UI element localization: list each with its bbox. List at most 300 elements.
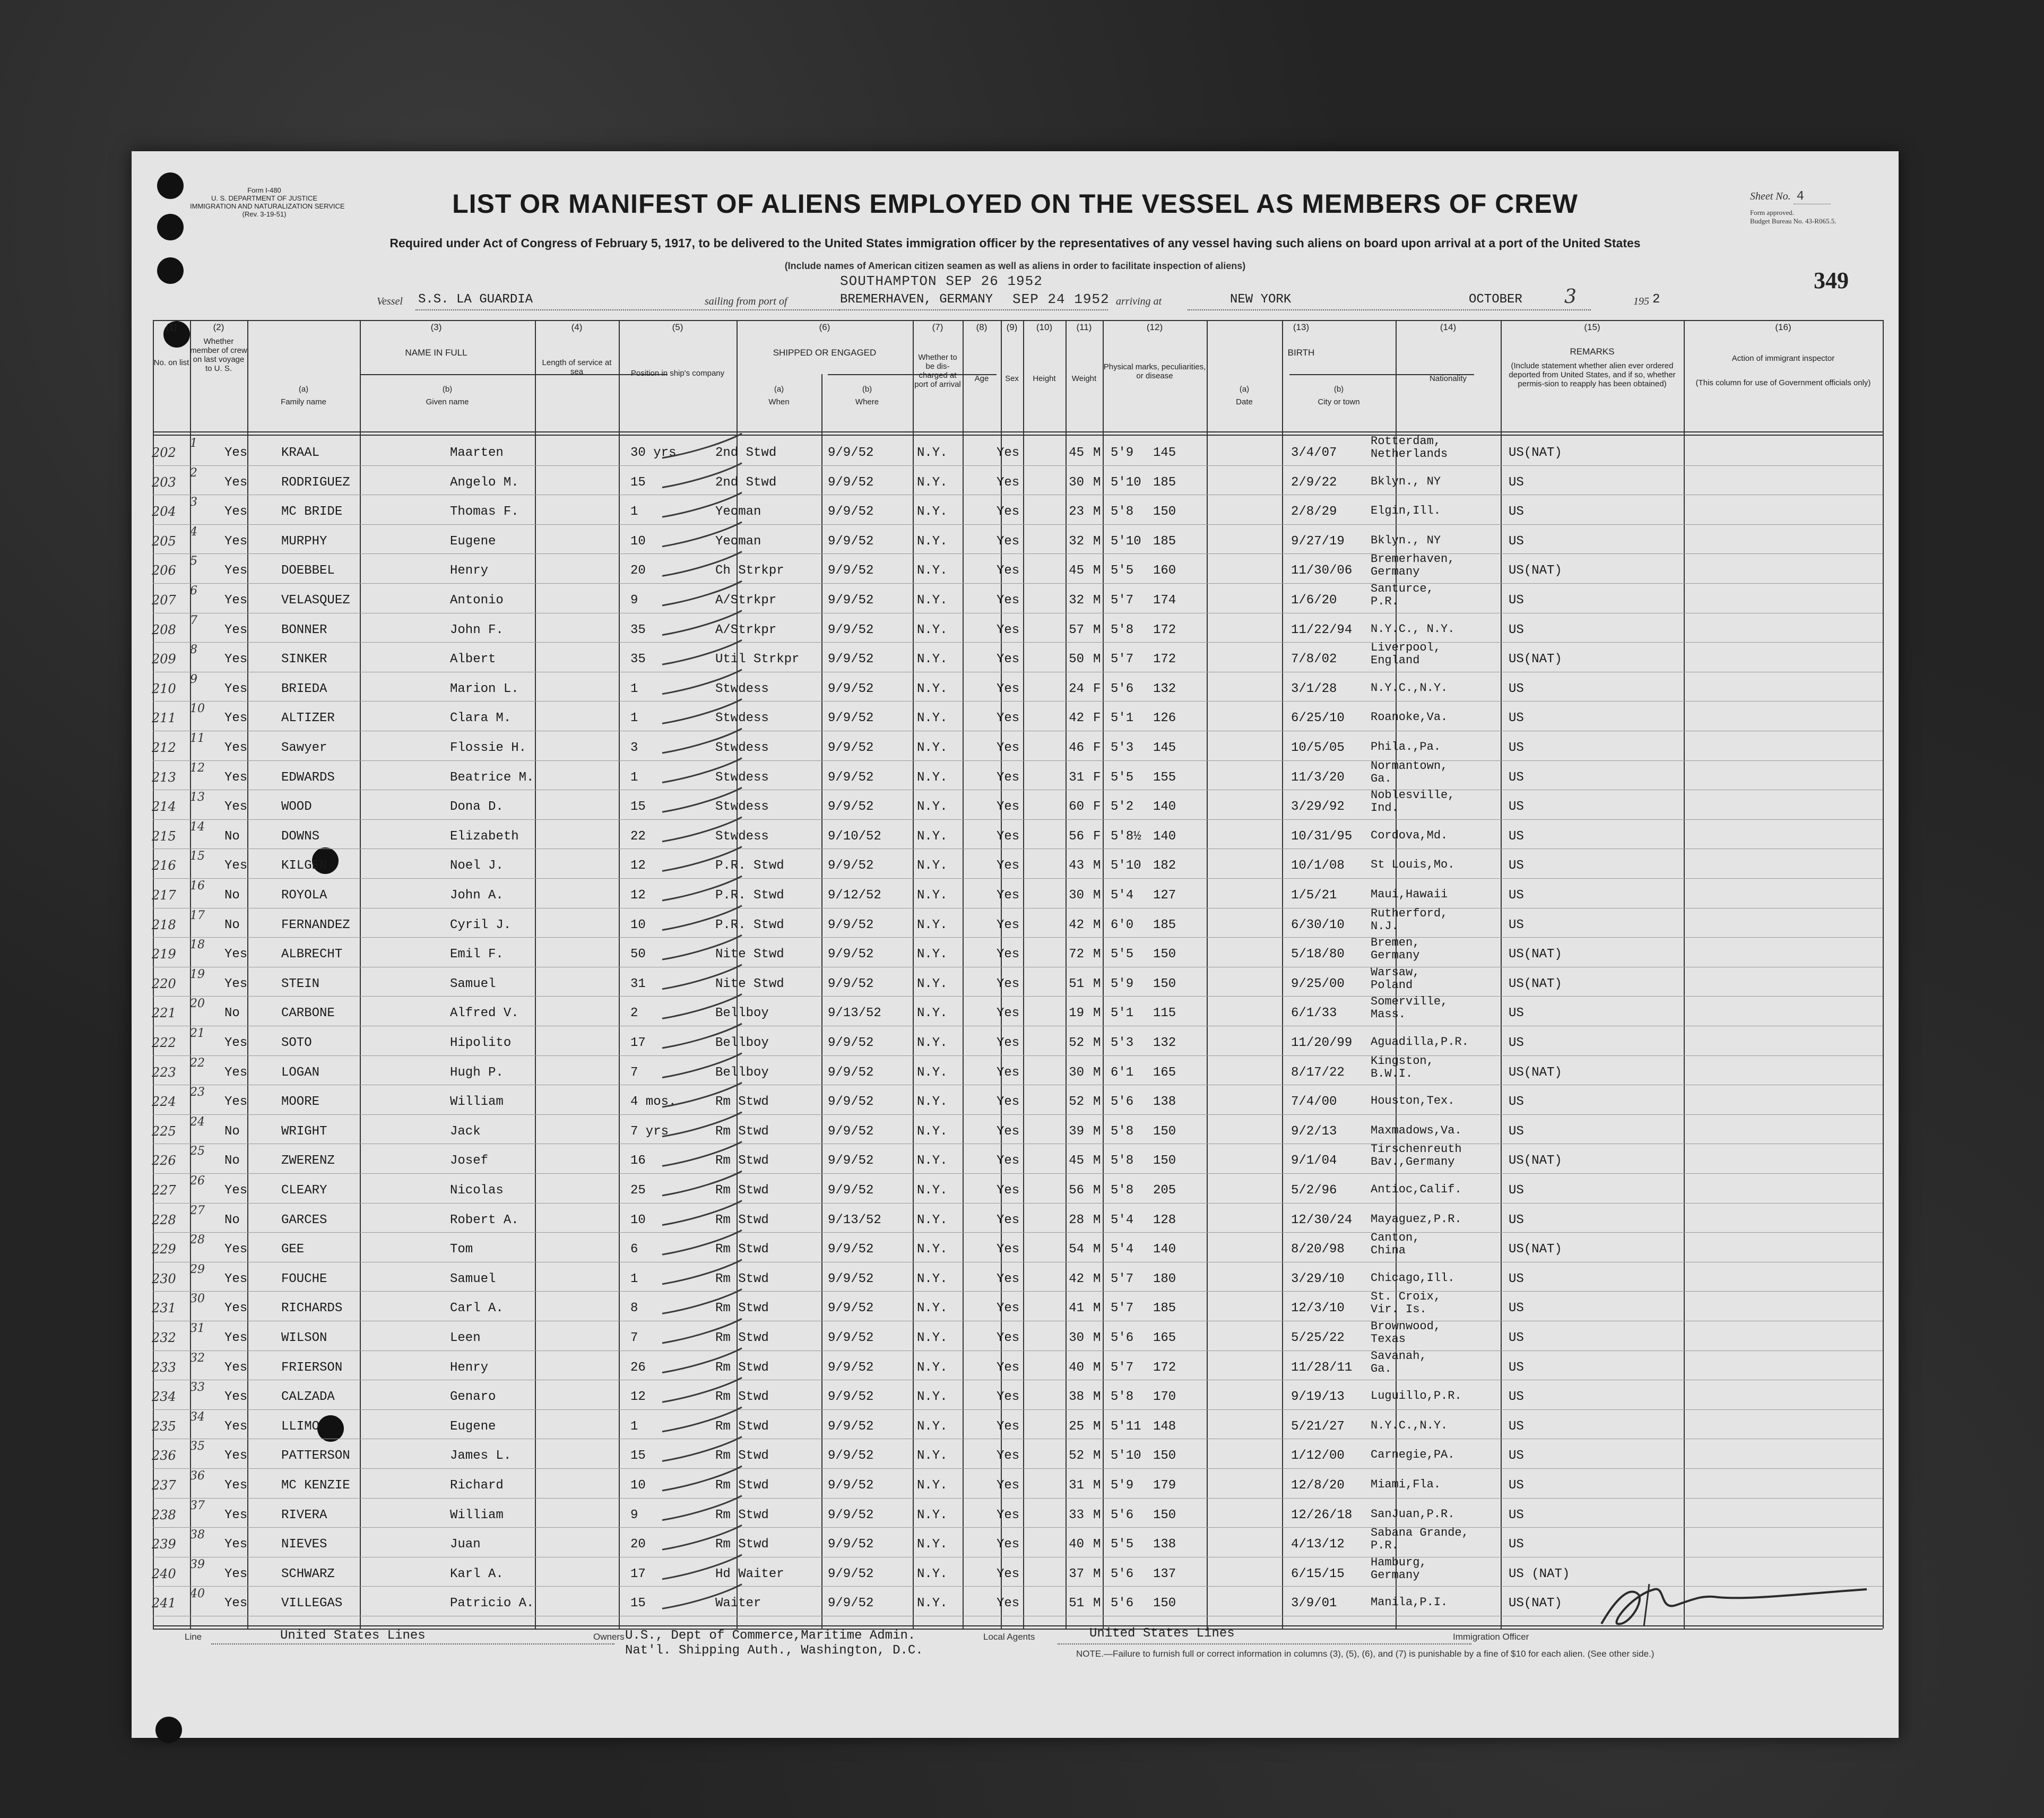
- birth-date: 5/18/80: [1291, 947, 1345, 962]
- vessel-label: Vessel: [377, 296, 403, 307]
- given-name: Emil F.: [450, 947, 504, 962]
- engaged-when: 9/9/52: [828, 741, 874, 755]
- age: 28: [1069, 1213, 1084, 1227]
- discharge-flag: Yes: [997, 505, 1020, 520]
- list-number: 23: [190, 1086, 205, 1100]
- row-rule: [153, 1203, 1883, 1204]
- ship-position: Rm Stwd: [715, 1419, 769, 1434]
- form-department: U. S. DEPARTMENT OF JUSTICE: [211, 194, 318, 202]
- sequence-number: 218: [152, 917, 176, 932]
- row-rule: [153, 465, 1883, 466]
- discharge-flag: Yes: [997, 1036, 1020, 1050]
- column-number: (11): [1076, 322, 1092, 332]
- weight: 160: [1153, 564, 1176, 578]
- birth-city-line1: Savanah,: [1371, 1349, 1427, 1363]
- age: 45: [1069, 564, 1084, 578]
- nationality: US: [1509, 888, 1524, 903]
- sequence-number: 225: [152, 1123, 176, 1139]
- discharge-flag: Yes: [997, 1537, 1020, 1552]
- birth-date: 10/5/05: [1291, 741, 1345, 755]
- age: 56: [1069, 1183, 1084, 1198]
- discharge-flag: Yes: [997, 1331, 1020, 1345]
- arrival-year-prefix: 195: [1633, 296, 1649, 307]
- weight: 165: [1153, 1331, 1176, 1345]
- engaged-when: 9/9/52: [828, 1301, 874, 1316]
- weight: 137: [1153, 1566, 1176, 1581]
- given-name: Jack: [450, 1124, 481, 1139]
- list-number: 10: [190, 702, 205, 716]
- engaged-when: 9/9/52: [828, 1360, 874, 1375]
- vessel-underline: [415, 309, 840, 310]
- age: 37: [1069, 1566, 1084, 1581]
- header-no-on-list: No. on list: [153, 358, 189, 367]
- crew-member-flag: Yes: [224, 534, 248, 549]
- discharge-flag: Yes: [997, 1242, 1020, 1257]
- officer-label: Immigration Officer: [1453, 1632, 1529, 1642]
- weight: 179: [1153, 1478, 1176, 1493]
- sequence-number: 231: [152, 1301, 176, 1316]
- crew-member-flag: Yes: [224, 1331, 248, 1345]
- engaged-when: 9/9/52: [828, 1596, 874, 1611]
- engaged-where: N.Y.: [917, 1301, 948, 1316]
- list-number: 17: [190, 908, 205, 922]
- weight: 205: [1153, 1183, 1176, 1198]
- height: 6'1: [1111, 1065, 1134, 1080]
- ship-position: Waiter: [715, 1596, 761, 1611]
- list-number: 37: [190, 1499, 205, 1512]
- age: 40: [1069, 1360, 1084, 1375]
- header-birth: BIRTH: [1287, 348, 1315, 358]
- discharge-flag: Yes: [997, 917, 1020, 932]
- row-rule: [153, 760, 1883, 761]
- birth-date: 10/31/95: [1291, 829, 1353, 844]
- birth-city-line2: Germany: [1371, 949, 1420, 963]
- weight: 148: [1153, 1419, 1176, 1434]
- column-number: (15): [1584, 322, 1600, 332]
- family-name: NIEVES: [281, 1537, 327, 1552]
- birth-city-line1: Kingston,: [1371, 1054, 1434, 1068]
- engaged-where: N.Y.: [917, 1478, 948, 1493]
- sex: M: [1093, 888, 1101, 903]
- sequence-number: 212: [152, 740, 176, 755]
- birth-city-line2: Germany: [1371, 1568, 1420, 1582]
- page-subnote: (Include names of American citizen seamen as well as aliens in order to facilitate inspection of aliens): [784, 261, 1246, 271]
- birth-date: 1/6/20: [1291, 593, 1337, 608]
- weight: 150: [1153, 1449, 1176, 1464]
- service-length: 10: [630, 1478, 646, 1493]
- table-head-rule-2: [153, 435, 1883, 436]
- header-where: Where: [855, 397, 879, 406]
- weight: 185: [1153, 475, 1176, 490]
- birth-date: 10/1/08: [1291, 859, 1345, 873]
- age: 33: [1069, 1508, 1084, 1522]
- sequence-number: 222: [152, 1035, 176, 1050]
- discharge-flag: Yes: [997, 829, 1020, 844]
- sequence-number: 208: [152, 622, 176, 637]
- height: 5'8: [1111, 1154, 1134, 1168]
- birth-city-line1: Warsaw,: [1371, 965, 1420, 979]
- engaged-when: 9/9/52: [828, 1508, 874, 1522]
- list-number: 5: [190, 555, 197, 568]
- birth-date: 12/26/18: [1291, 1508, 1353, 1522]
- ship-position: Rm Stwd: [715, 1242, 769, 1257]
- family-name: Sawyer: [281, 741, 327, 755]
- birth-city-line2: Ind.: [1371, 801, 1399, 815]
- crew-member-flag: Yes: [224, 1095, 248, 1110]
- engaged-when: 9/9/52: [828, 1065, 874, 1080]
- sequence-number: 203: [152, 474, 176, 490]
- birth-date: 1/12/00: [1291, 1449, 1345, 1464]
- family-name: GARCES: [281, 1213, 327, 1227]
- crew-member-flag: No: [224, 1006, 240, 1021]
- age: 51: [1069, 1596, 1084, 1611]
- birth-city-line2: Ga.: [1371, 772, 1392, 785]
- service-length: 4 mos.: [630, 1095, 677, 1110]
- birth-city-line2: Germany: [1371, 565, 1420, 579]
- crew-member-flag: Yes: [224, 564, 248, 578]
- nationality: US(NAT): [1509, 1596, 1562, 1611]
- discharge-flag: Yes: [997, 1596, 1020, 1611]
- weight: 126: [1153, 711, 1176, 726]
- discharge-flag: Yes: [997, 770, 1020, 785]
- column-divider: [821, 374, 822, 1629]
- engaged-where: N.Y.: [917, 564, 948, 578]
- service-length: 10: [630, 534, 646, 549]
- birth-city: Cordova,Md.: [1371, 828, 1448, 842]
- sex: M: [1093, 593, 1101, 608]
- given-name: Richard: [450, 1478, 504, 1493]
- sex: M: [1093, 1508, 1101, 1522]
- engaged-where: N.Y.: [917, 1390, 948, 1405]
- nationality: US: [1509, 741, 1524, 755]
- nationality: US: [1509, 534, 1524, 549]
- birth-city-line1: Brownwood,: [1371, 1320, 1441, 1333]
- row-rule: [153, 1498, 1883, 1499]
- column-divider: [913, 320, 914, 1629]
- list-number: 32: [190, 1351, 205, 1365]
- birth-city: Manila,P.I.: [1371, 1596, 1448, 1609]
- given-name: William: [450, 1508, 504, 1522]
- service-length: 12: [630, 888, 646, 903]
- service-length: 17: [630, 1566, 646, 1581]
- weight: 150: [1153, 1508, 1176, 1522]
- sex: M: [1093, 1065, 1101, 1080]
- local-agents: United States Lines: [1089, 1626, 1235, 1641]
- weight: 185: [1153, 534, 1176, 549]
- crew-member-flag: Yes: [224, 1242, 248, 1257]
- family-name: KILGEN: [281, 859, 327, 873]
- column-number: (12): [1146, 322, 1163, 332]
- family-name: GEE: [281, 1242, 305, 1257]
- weight: 145: [1153, 741, 1176, 755]
- birth-date: 9/2/13: [1291, 1124, 1337, 1139]
- line-label: Line: [185, 1632, 202, 1642]
- birth-city: Maxmadows,Va.: [1371, 1123, 1462, 1137]
- engaged-where: N.Y.: [917, 1419, 948, 1434]
- sex: M: [1093, 1566, 1101, 1581]
- height: 5'1: [1111, 1006, 1134, 1021]
- column-divider: [1684, 320, 1685, 1629]
- discharge-flag: Yes: [997, 859, 1020, 873]
- family-name: FERNANDEZ: [281, 917, 350, 932]
- birth-city: Luguillo,P.R.: [1371, 1389, 1462, 1403]
- age: 52: [1069, 1449, 1084, 1464]
- penalty-note: NOTE.—Failure to furnish full or correct information in columns (3), (5), (6), and (7) is punishable by a fine of $10 for each alien. (See other side.): [1076, 1649, 1655, 1659]
- service-length: 7: [630, 1331, 638, 1345]
- column-divider: [1501, 320, 1502, 1629]
- given-name: Henry: [450, 1360, 489, 1375]
- family-name: SCHWARZ: [281, 1566, 335, 1581]
- birth-date: 5/2/96: [1291, 1183, 1337, 1198]
- list-number: 7: [190, 613, 197, 627]
- page-subtitle: Required under Act of Congress of February 5, 1917, to be delivered to the United States immigration officer by the representatives of any vessel having such aliens on board upon arrival at a port of the United States: [389, 236, 1641, 250]
- form-approved-text: Form approved.: [1750, 209, 1795, 217]
- family-name: RICHARDS: [281, 1301, 343, 1316]
- ship-position: A/Strkpr: [715, 622, 777, 637]
- header-name-in-full: NAME IN FULL: [405, 348, 467, 358]
- header-sex: Sex: [1005, 374, 1019, 383]
- weight: 138: [1153, 1095, 1176, 1110]
- list-number: 28: [190, 1233, 205, 1247]
- column-number: (14): [1440, 322, 1457, 332]
- ship-position: Rm Stwd: [715, 1095, 769, 1110]
- height: 5'5: [1111, 770, 1134, 785]
- sequence-number: 213: [152, 769, 176, 785]
- crew-member-flag: Yes: [224, 1390, 248, 1405]
- engaged-where: N.Y.: [917, 829, 948, 844]
- discharge-flag: Yes: [997, 681, 1020, 696]
- family-name: MURPHY: [281, 534, 327, 549]
- weight: 170: [1153, 1390, 1176, 1405]
- sex: M: [1093, 1271, 1101, 1286]
- weight: 128: [1153, 1213, 1176, 1227]
- service-length: 1: [630, 770, 638, 785]
- form-approval: [1750, 209, 1836, 226]
- service-length: 1: [630, 681, 638, 696]
- given-name: Noel J.: [450, 859, 504, 873]
- sequence-number: 220: [152, 976, 176, 991]
- birth-city-line1: Sabana Grande,: [1371, 1526, 1469, 1540]
- birth-city-line1: Santurce,: [1371, 582, 1434, 595]
- height: 5'8: [1111, 1183, 1134, 1198]
- nationality: US: [1509, 1183, 1524, 1198]
- given-name: Genaro: [450, 1390, 496, 1405]
- weight: 140: [1153, 1242, 1176, 1257]
- birth-date: 9/19/13: [1291, 1390, 1345, 1405]
- weight: 145: [1153, 446, 1176, 460]
- birth-date: 9/27/19: [1291, 534, 1345, 549]
- nationality: US: [1509, 1301, 1524, 1316]
- age: 72: [1069, 947, 1084, 962]
- birth-date: 1/5/21: [1291, 888, 1337, 903]
- nationality: US(NAT): [1509, 1065, 1562, 1080]
- service-length: 1: [630, 1271, 638, 1286]
- row-rule: [153, 642, 1883, 643]
- given-name: Samuel: [450, 976, 496, 991]
- birth-date: 6/30/10: [1291, 917, 1345, 932]
- list-number: 31: [190, 1322, 205, 1335]
- engaged-where: N.Y.: [917, 947, 948, 962]
- birth-city-line1: Somerville,: [1371, 995, 1448, 1009]
- sex: F: [1093, 681, 1101, 696]
- family-name: LLIMO: [281, 1419, 320, 1434]
- family-name: FOUCHE: [281, 1271, 327, 1286]
- age: 52: [1069, 1036, 1084, 1050]
- discharge-flag: Yes: [997, 1360, 1020, 1375]
- given-name: Clara M.: [450, 711, 512, 726]
- nationality: US: [1509, 1006, 1524, 1021]
- weight: 132: [1153, 681, 1176, 696]
- discharge-flag: Yes: [997, 1183, 1020, 1198]
- discharge-flag: Yes: [997, 741, 1020, 755]
- header-height: Height: [1033, 374, 1056, 383]
- weight: 185: [1153, 1301, 1176, 1316]
- weight: 172: [1153, 1360, 1176, 1375]
- column-number: (4): [571, 322, 583, 332]
- nationality: US(NAT): [1509, 652, 1562, 667]
- engaged-where: N.Y.: [917, 652, 948, 667]
- sequence-number: 241: [152, 1596, 176, 1611]
- given-name: John A.: [450, 888, 504, 903]
- birth-city-line2: Texas: [1371, 1332, 1406, 1346]
- crew-member-flag: Yes: [224, 1271, 248, 1286]
- engaged-when: 9/10/52: [828, 829, 881, 844]
- weight: 155: [1153, 770, 1176, 785]
- row-rule: [153, 583, 1883, 584]
- weight: 150: [1153, 505, 1176, 520]
- sex: M: [1093, 1478, 1101, 1493]
- height: 5'10: [1111, 1449, 1141, 1464]
- column-divider: [1207, 320, 1208, 1629]
- birth-city-line1: Liverpool,: [1371, 641, 1441, 655]
- crew-member-flag: Yes: [224, 1508, 248, 1522]
- weight: 127: [1153, 888, 1176, 903]
- form-service: IMMIGRATION AND NATURALIZATION SERVICE: [190, 202, 345, 210]
- service-length: 9: [630, 593, 638, 608]
- service-length: 3: [630, 741, 638, 755]
- list-number: 11: [190, 732, 205, 745]
- crew-member-flag: Yes: [224, 505, 248, 520]
- age: 56: [1069, 829, 1084, 844]
- list-number: 16: [190, 879, 205, 893]
- age: 46: [1069, 741, 1084, 755]
- sequence-number: 236: [152, 1448, 176, 1464]
- height: 5'6: [1111, 1331, 1134, 1345]
- birth-date: 9/25/00: [1291, 976, 1345, 991]
- list-number: 40: [190, 1587, 205, 1601]
- engaged-where: N.Y.: [917, 1154, 948, 1168]
- engaged-when: 9/9/52: [828, 1566, 874, 1581]
- discharge-flag: Yes: [997, 1449, 1020, 1464]
- height: 5'10: [1111, 534, 1141, 549]
- engaged-where: N.Y.: [917, 917, 948, 932]
- age: 24: [1069, 681, 1084, 696]
- ship-position: 2nd Stwd: [715, 446, 777, 460]
- engaged-when: 9/9/52: [828, 534, 874, 549]
- birth-city-line1: Bremerhaven,: [1371, 552, 1455, 566]
- ship-position: Rm Stwd: [715, 1360, 769, 1375]
- engaged-when: 9/9/52: [828, 622, 874, 637]
- nationality: US: [1509, 1271, 1524, 1286]
- sex: M: [1093, 1183, 1101, 1198]
- arriving-label: arriving at: [1116, 296, 1162, 307]
- family-name: PATTERSON: [281, 1449, 350, 1464]
- birth-city: Mayaguez,P.R.: [1371, 1212, 1462, 1226]
- given-name: Juan: [450, 1537, 481, 1552]
- birth-date: 12/30/24: [1291, 1213, 1353, 1227]
- engaged-where: N.Y.: [917, 1508, 948, 1522]
- engaged-when: 9/9/52: [828, 1537, 874, 1552]
- column-number: (9): [1006, 322, 1018, 332]
- engaged-where: N.Y.: [917, 1596, 948, 1611]
- height: 5'10: [1111, 859, 1141, 873]
- service-length: 8: [630, 1301, 638, 1316]
- given-name: Josef: [450, 1154, 489, 1168]
- crew-member-flag: Yes: [224, 1360, 248, 1375]
- sex: M: [1093, 1301, 1101, 1316]
- weight: 150: [1153, 976, 1176, 991]
- nationality: US(NAT): [1509, 564, 1562, 578]
- height: 5'6: [1111, 1095, 1134, 1110]
- crew-member-flag: Yes: [224, 1596, 248, 1611]
- sex: M: [1093, 1419, 1101, 1434]
- age: 40: [1069, 1537, 1084, 1552]
- height: 5'2: [1111, 800, 1134, 815]
- engaged-where: N.Y.: [917, 534, 948, 549]
- nationality: US(NAT): [1509, 976, 1562, 991]
- row-rule: [153, 937, 1883, 938]
- weight: 150: [1153, 1154, 1176, 1168]
- height: 5'7: [1111, 1301, 1134, 1316]
- family-name: STEIN: [281, 976, 320, 991]
- nationality: US: [1509, 1419, 1524, 1434]
- sex: M: [1093, 1124, 1101, 1139]
- sex: F: [1093, 829, 1101, 844]
- height: 5'6: [1111, 1508, 1134, 1522]
- engaged-when: 9/9/52: [828, 800, 874, 815]
- height: 5'3: [1111, 741, 1134, 755]
- ship-position: Stwdess: [715, 800, 769, 815]
- given-name: Tom: [450, 1242, 473, 1257]
- family-name: VELASQUEZ: [281, 593, 350, 608]
- discharge-flag: Yes: [997, 564, 1020, 578]
- height: 5'4: [1111, 888, 1134, 903]
- birth-city: Houston,Tex.: [1371, 1094, 1455, 1108]
- age: 43: [1069, 859, 1084, 873]
- age: 51: [1069, 976, 1084, 991]
- family-name: CARBONE: [281, 1006, 335, 1021]
- engaged-where: N.Y.: [917, 1449, 948, 1464]
- column-divider: [619, 320, 620, 1629]
- form-revision: (Rev. 3-19-51): [242, 210, 287, 218]
- crew-member-flag: Yes: [224, 1449, 248, 1464]
- weight: 150: [1153, 1124, 1176, 1139]
- engaged-when: 9/9/52: [828, 1478, 874, 1493]
- birth-city: Antioc,Calif.: [1371, 1183, 1462, 1196]
- age: 30: [1069, 1065, 1084, 1080]
- row-rule: [153, 819, 1883, 820]
- birth-date: 3/1/28: [1291, 681, 1337, 696]
- ship-position: Rm Stwd: [715, 1390, 769, 1405]
- engaged-when: 9/9/52: [828, 681, 874, 696]
- list-number: 14: [190, 820, 205, 834]
- crew-member-flag: Yes: [224, 711, 248, 726]
- birth-city: Miami,Fla.: [1371, 1478, 1441, 1491]
- height: 5'8½: [1111, 829, 1141, 844]
- budget-bureau-text: Budget Bureau No. 43-R065.5.: [1750, 217, 1837, 225]
- ship-position: Stwdess: [715, 829, 769, 844]
- engaged-where: N.Y.: [917, 622, 948, 637]
